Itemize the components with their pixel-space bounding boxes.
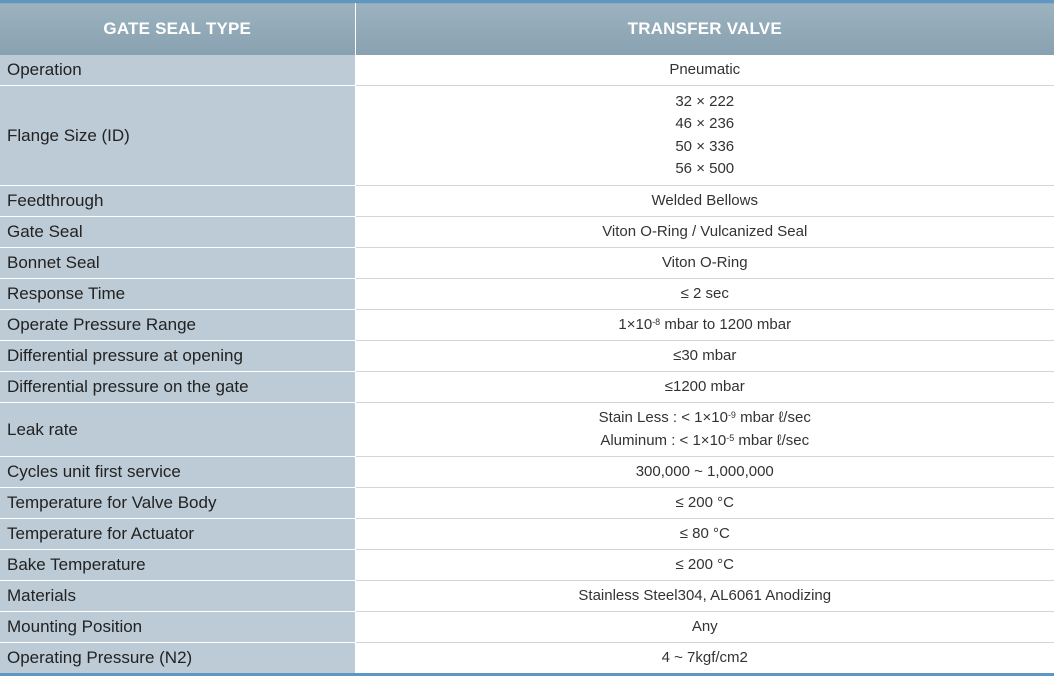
row-label: Operation [0,55,355,86]
row-label: Bake Temperature [0,550,355,581]
row-label: Feedthrough [0,186,355,217]
row-value: Viton O-Ring [355,248,1054,279]
table-row [0,86,1054,186]
leak-unit: mbar ℓ/sec [734,431,810,449]
flange-size-line: 32 × 222 [675,92,735,110]
table-row [0,581,1054,612]
row-value [355,310,1054,341]
row-label: Operate Pressure Range [0,310,355,341]
leak-base: Stain Less : < 1×10 [598,409,728,426]
leak-rate-aluminum [356,430,1054,453]
table-row [0,612,1054,643]
table-row [0,372,1054,403]
header-gate-seal-type: GATE SEAL TYPE [0,2,355,56]
leak-base: Aluminum : < 1×10 [600,431,727,449]
table-row [0,186,1054,217]
table-row [0,488,1054,519]
pressure-range-base: 1×10 [618,315,653,333]
row-label: Cycles unit first service [0,457,355,488]
row-value: ≤1200 mbar [355,372,1054,403]
row-value: 4 ~ 7kgf/cm2 [355,643,1054,675]
flange-size-line: 46 × 236 [675,115,735,132]
row-value: ≤30 mbar [355,341,1054,372]
row-label: Bonnet Seal [0,248,355,279]
table-row [0,519,1054,550]
row-label: Flange Size (ID) [0,86,355,186]
table-row [0,341,1054,372]
row-value: ≤ 2 sec [355,279,1054,310]
leak-exponent: -5 [726,432,735,443]
table-row [0,55,1054,86]
leak-exponent: -9 [727,410,736,420]
row-value: ≤ 80 °C [355,519,1054,550]
row-value: ≤ 200 °C [355,550,1054,581]
row-value: 300,000 ~ 1,000,000 [355,457,1054,488]
table-row [0,248,1054,279]
row-label: Differential pressure on the gate [0,372,355,403]
row-label: Leak rate [0,403,355,457]
row-value: Any [355,612,1054,643]
row-value: Viton O-Ring / Vulcanized Seal [355,217,1054,248]
table-row [0,403,1054,457]
row-value: Stainless Steel304, AL6061 Anodizing [355,581,1054,612]
leak-unit: mbar ℓ/sec [735,409,811,426]
table-row [0,457,1054,488]
row-label: Mounting Position [0,612,355,643]
header-transfer-valve: TRANSFER VALVE [355,2,1054,56]
pressure-range-exponent: -8 [652,316,661,327]
table-row [0,279,1054,310]
row-label: Materials [0,581,355,612]
header-row [0,2,1054,56]
pressure-range-rest: mbar to 1200 mbar [660,315,792,333]
row-value [355,403,1054,457]
table-row [0,310,1054,341]
flange-size-line: 50 × 336 [675,137,735,155]
row-value [355,86,1054,186]
row-label: Response Time [0,279,355,310]
row-label: Differential pressure at opening [0,341,355,372]
flange-size-line: 56 × 500 [675,160,735,177]
row-label: Gate Seal [0,217,355,248]
row-label: Temperature for Valve Body [0,488,355,519]
row-value: Welded Bellows [355,186,1054,217]
row-label: Temperature for Actuator [0,519,355,550]
row-value: ≤ 200 °C [355,488,1054,519]
row-label: Operating Pressure (N2) [0,643,355,675]
table-row [0,550,1054,581]
leak-rate-stainless [356,407,1054,430]
row-value: Pneumatic [355,55,1054,86]
table-row [0,217,1054,248]
table-row [0,643,1054,675]
